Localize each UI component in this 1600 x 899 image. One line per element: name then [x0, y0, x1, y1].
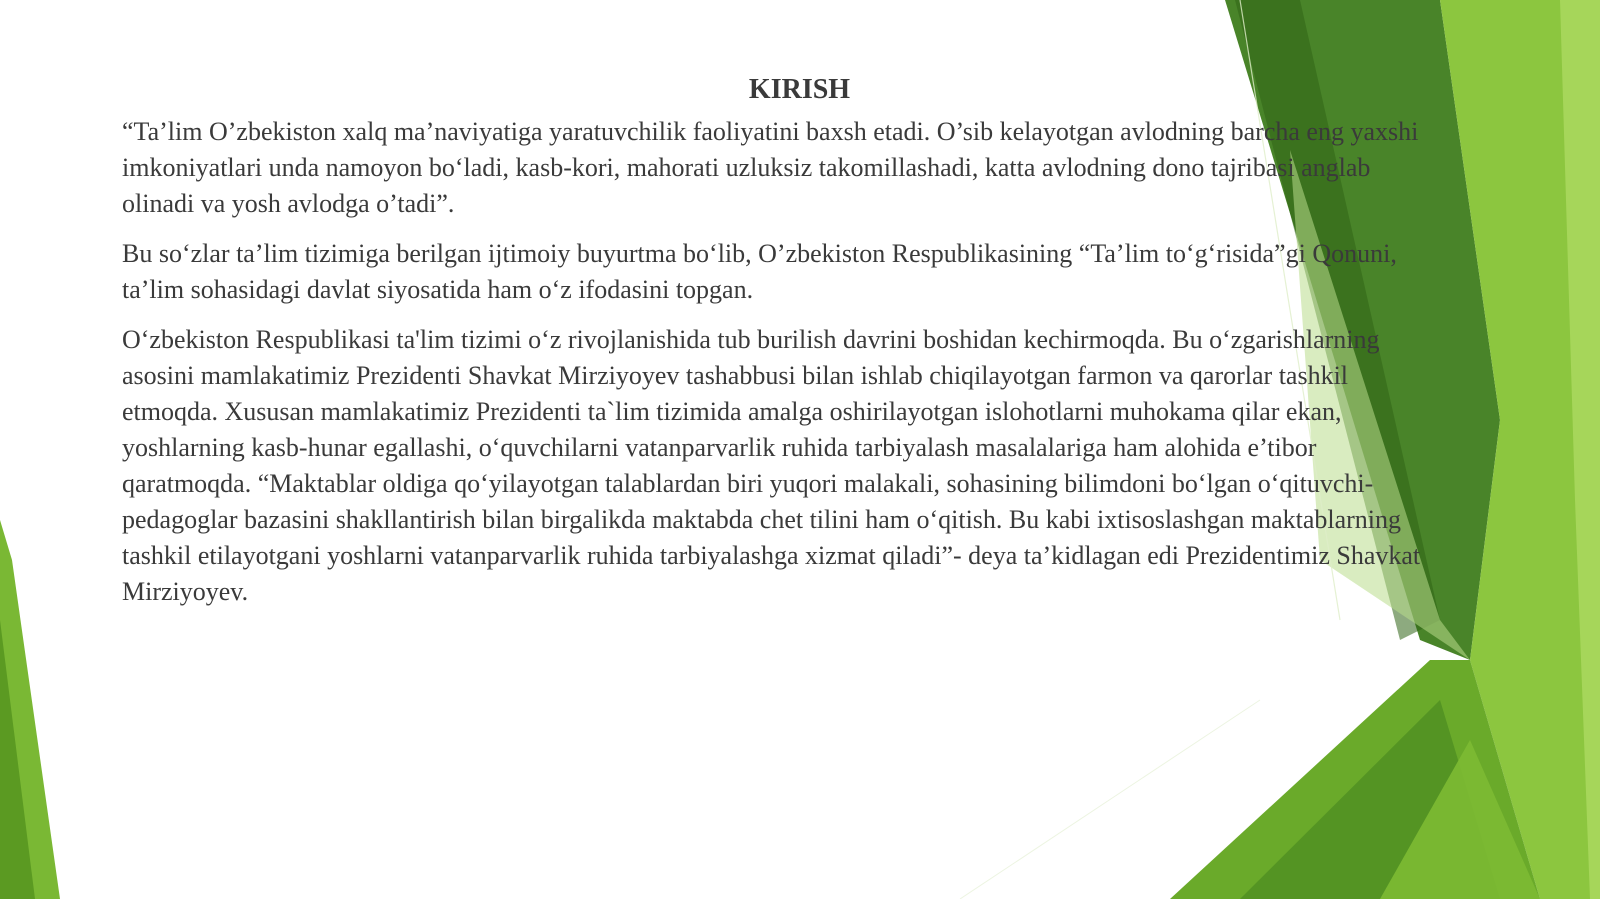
- paragraph-law: Bu soʻzlar taʼlim tizimiga berilgan ijtimoiy buyurtma boʻlib, O’zbekiston Respublikasining “Ta’lim toʻgʻrisida”gi Qonuni, taʼlim sohasidagi davlat siyosatida ham oʻz ifodasini topgan.: [122, 239, 1397, 304]
- paragraph-quote: “Ta’lim O’zbekiston xalq ma’naviyatiga yaratuvchilik faoliyatini baxsh etadi. O’sib kelayotgan avlodning barcha eng yaxshi imkoniyatlari unda namoyon boʻladi, kasb-kori, mahorati uzluksiz takomillashadi, katta avlodning dono tajribasi anglab olinadi va yosh avlodga o’tadi”.: [122, 117, 1419, 218]
- slide-title: KIRISH: [748, 74, 851, 105]
- slide-content: [122, 70, 1422, 624]
- paragraph-reforms: Oʻzbekiston Respublikasi ta'lim tizimi oʻz rivojlanishida tub burilish davrini boshidan kechirmoqda. Bu oʻzgarishlarning asosini mamlakatimiz Prezidenti Shavkat Mirziyoyev tashabbusi bilan ishlab chiqilayotgan farmon va qarorlar tashkil etmoqda. Xususan mamlakatimiz Prezidenti ta`lim tizimida amalga oshirilayotgan islohotlarni muhokama qilar ekan, yoshlarning kasb-hunar egallashi, oʻquvchilarni vatanparvarlik ruhida tarbiyalash masalalariga ham alohida e’tibor qaratmoqda. “Maktablar oldiga qoʻyilayotgan talablardan biri yuqori malakali, sohasining bilimdoni boʻlgan oʻqituvchi-pedagoglar bazasini shakllantirish bilan birgalikda maktabda chet tilini ham oʻqitish. Bu kabi ixtisoslashgan maktablarning tashkil etilayotgani yoshlarni vatanparvarlik ruhida tarbiyalashga xizmat qiladi”- deya ta’kidlagan edi Prezidentimiz Shavkat Mirziyoyev.: [122, 325, 1421, 606]
